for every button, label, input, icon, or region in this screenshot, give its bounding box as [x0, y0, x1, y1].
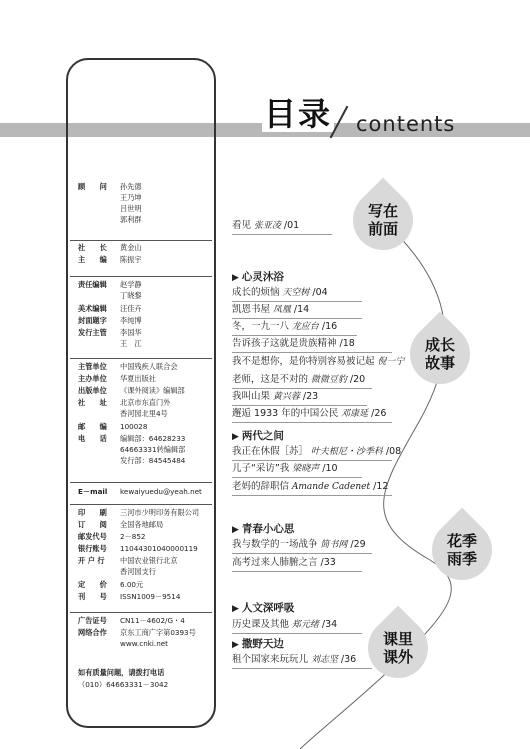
section-label: 花季 雨季	[446, 532, 477, 568]
info-label: E－mail	[78, 487, 108, 496]
toc-divider	[232, 388, 372, 389]
toc-entry[interactable]: 我与数学的一场战争 简书网 /29	[232, 539, 366, 550]
info-value: 发行部：84545484	[120, 456, 186, 465]
info-label: 出版单位	[78, 386, 107, 395]
info-label: 主办单位	[78, 374, 107, 383]
toc-divider	[232, 352, 392, 353]
info-value: 孙先德	[120, 182, 142, 191]
info-label: 邮发代号	[78, 532, 107, 541]
info-value: 11044301040000119	[120, 544, 198, 553]
info-value: 京东工商广字第0393号	[120, 628, 196, 637]
info-label: 广告证号	[78, 616, 107, 625]
info-value: 北京市东直门外	[120, 398, 171, 407]
toc-divider	[232, 405, 367, 406]
section-label: 写在 前面	[367, 202, 398, 238]
info-footer: （010）64663331－3042	[78, 680, 169, 689]
info-label: 发行主管	[78, 328, 107, 337]
info-value: www.cnki.net	[120, 639, 169, 648]
info-value: 全国各地邮局	[120, 520, 164, 529]
info-value: 陈振宇	[120, 255, 142, 264]
info-label: 邮 编	[78, 422, 107, 431]
toc-section-heading: ▶ 两代之间	[232, 430, 284, 442]
info-value: 中国农业银行北京	[120, 556, 178, 565]
info-value: 中国残疾人联合会	[120, 362, 178, 371]
toc-divider	[232, 422, 392, 423]
toc-entry[interactable]: 我正在休假［苏］ 叶夫根尼・沙季科 /08	[232, 446, 402, 457]
info-label: 主管单位	[78, 362, 107, 371]
toc-divider	[232, 301, 362, 302]
info-label: 社 址	[78, 398, 107, 407]
page-title-en: contents	[356, 112, 456, 136]
triangle-icon: ▶	[232, 525, 239, 535]
info-label: 封面题字	[78, 316, 107, 325]
info-footer: 如有质量问题，请拨打电话	[78, 668, 165, 677]
info-value: 编辑部：64628233	[120, 434, 186, 443]
info-label: 社 长	[78, 243, 107, 252]
info-label: 开 户 行	[78, 556, 105, 565]
info-value: 丁晓黎	[120, 291, 142, 300]
info-value: 李国华	[120, 328, 142, 337]
info-label: 刊 号	[78, 592, 107, 601]
triangle-icon: ▶	[232, 604, 239, 614]
triangle-icon: ▶	[232, 432, 239, 442]
info-value: kewaiyuedu@yeah.net	[120, 487, 202, 496]
info-label: 电 话	[78, 434, 107, 443]
info-value: 香河园北里4号	[120, 409, 168, 418]
info-label: 美术编辑	[78, 304, 107, 313]
toc-entry[interactable]: 告诉孩子这就是贵族精神 /18	[232, 338, 355, 349]
toc-divider	[232, 668, 372, 669]
toc-divider	[232, 571, 362, 572]
toc-entry[interactable]: 邂逅 1933 年的中国公民 邓康延 /26	[232, 408, 387, 419]
toc-divider	[232, 477, 362, 478]
toc-entry[interactable]: 高考过来人肺腑之言 /33	[232, 557, 336, 568]
toc-entry[interactable]: 历史课及其他 郑元绪 /34	[232, 619, 338, 630]
info-value: 王乃坤	[120, 193, 142, 202]
toc-entry[interactable]: 我叫山果 黄兴蓉 /23	[232, 391, 319, 402]
info-label: 定 价	[78, 580, 107, 589]
info-value: CN11－4602/G・4	[120, 616, 185, 625]
info-label: 印 刷	[78, 508, 107, 517]
toc-section-heading: ▶ 青春小心思	[232, 523, 295, 535]
info-value: 《课外阅读》编辑部	[120, 386, 185, 395]
info-value: 2－852	[120, 532, 146, 541]
toc-entry[interactable]: 老师，这是不对的 微微豆豹 /20	[232, 374, 366, 385]
info-label: 责任编辑	[78, 280, 107, 289]
toc-entry[interactable]: 看见 张亚凌 /01	[232, 220, 300, 231]
info-value: 64663331转编辑部	[120, 445, 186, 454]
info-value: 王 江	[120, 339, 142, 348]
toc-entry[interactable]: 老妈的辞职信 Amande Cadenet /12	[232, 481, 389, 492]
info-label: 主 编	[78, 255, 107, 264]
toc-entry[interactable]: 冬，一九一八 龙应台 /16	[232, 321, 338, 332]
toc-section-heading: ▶ 心灵沐浴	[232, 271, 284, 283]
info-label: 顾 问	[78, 182, 107, 191]
info-value: 100028	[120, 422, 148, 431]
toc-divider	[232, 234, 332, 235]
toc-divider	[232, 553, 372, 554]
info-value: 三河市少明印务有限公司	[120, 508, 200, 517]
page-title-zh: 目录	[264, 95, 333, 133]
info-value: 华夏出版社	[120, 374, 156, 383]
toc-entry[interactable]: 租个国家来玩玩儿 刘志坚 /36	[232, 654, 357, 665]
toc-section-heading: ▶ 人文深呼吸	[232, 602, 295, 614]
info-value: 吕世明	[120, 204, 142, 213]
section-label: 课里 课外	[382, 630, 413, 666]
toc-divider	[232, 318, 362, 319]
info-value: ISSN1009－9514	[120, 592, 181, 601]
info-value: 黄金山	[120, 243, 142, 252]
toc-divider	[232, 460, 392, 461]
info-value: 香河园支行	[120, 567, 156, 576]
toc-section-heading: ▶ 撒野天边	[232, 638, 284, 650]
info-label: 银行账号	[78, 544, 107, 553]
triangle-icon: ▶	[232, 273, 239, 283]
toc-entry[interactable]: 成长的烦恼 天空树 /04	[232, 287, 328, 298]
info-value: 赵学静	[120, 280, 142, 289]
info-value: 郭利群	[120, 215, 142, 224]
info-value: 汪佳卉	[120, 304, 142, 313]
toc-entry[interactable]: 凯恩书屋 凤凰 /14	[232, 304, 310, 315]
toc-entry[interactable]: 我不是想你，是你特别容易被记起 倪一宁	[232, 356, 405, 367]
info-value: 李纯博	[120, 316, 142, 325]
info-label: 网络合作	[78, 628, 107, 637]
toc-entry[interactable]: 儿子“采访”我 梁晓声 /10	[232, 463, 338, 474]
triangle-icon: ▶	[232, 640, 239, 650]
info-label: 订 阅	[78, 520, 107, 529]
section-label: 成长 故事	[424, 336, 455, 372]
toc-divider	[232, 495, 392, 496]
toc-divider	[232, 633, 362, 634]
toc-divider	[232, 335, 357, 336]
info-value: 6.00元	[120, 580, 144, 589]
